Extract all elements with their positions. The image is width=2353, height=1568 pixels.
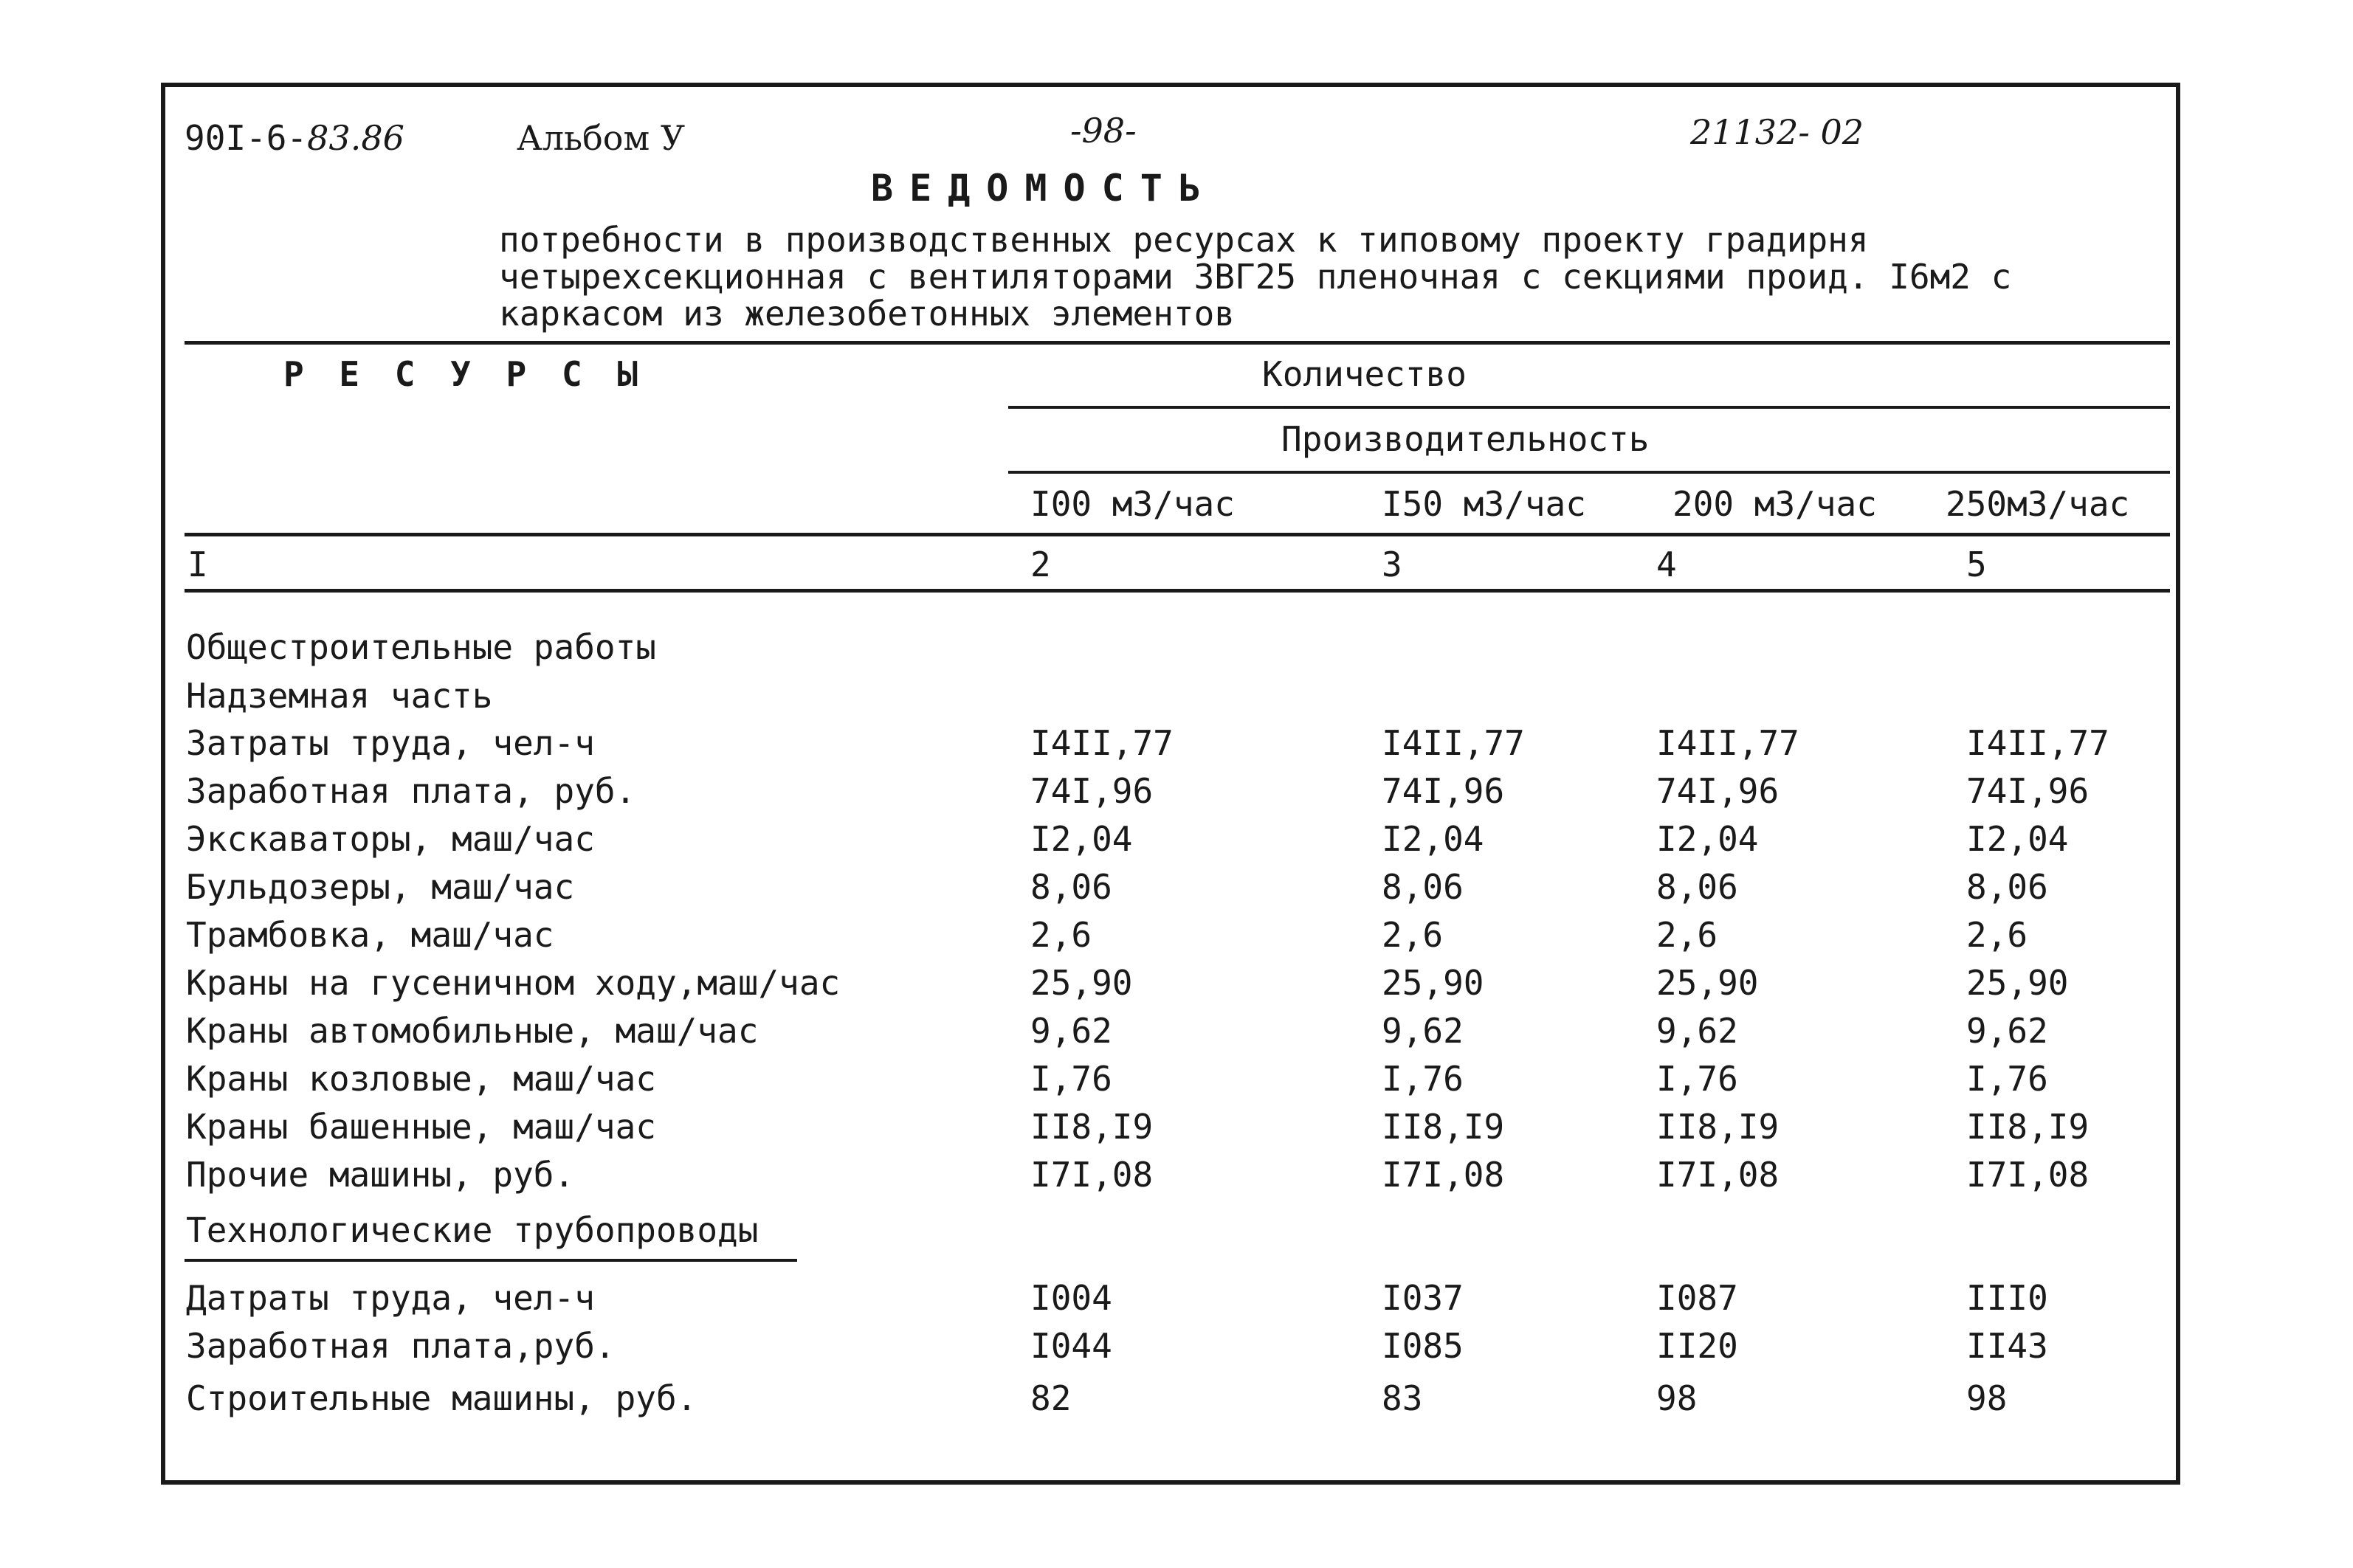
table-row-label: Заработная плата, руб. [186,771,636,811]
desc-line-2: четырехсекционная с вентиляторами 3ВГ25 пленочная с секциями проид. I6м2 с [499,257,2012,297]
table-cell: I2,04 [1656,819,1759,859]
table-cell: I,76 [1656,1059,1738,1099]
column-header-250: 250м3/час [1946,484,2130,524]
resources-header: Р Е С У Р С Ы [283,354,646,394]
table-cell: I087 [1656,1278,1738,1318]
table-cell: 8,06 [1030,867,1112,907]
table-cell: I7I,08 [1030,1155,1154,1195]
table-cell: 2,6 [1656,915,1718,955]
table-cell: 2,6 [1030,915,1092,955]
quantity-rule [1008,406,2170,409]
table-cell: II8,I9 [1030,1107,1154,1147]
table-cell: 9,62 [1382,1011,1464,1051]
table-row-label: Строительные машины, руб. [186,1378,697,1418]
table-cell: II8,I9 [1382,1107,1505,1147]
table-cell: I2,04 [1382,819,1484,859]
table-cell: III0 [1966,1278,2048,1318]
table-top-rule [185,341,2170,345]
table-cell: II8,I9 [1966,1107,2090,1147]
table-row-label: Общестроительные работы [186,627,656,667]
col-number-1: I [187,545,208,584]
table-cell: I004 [1030,1278,1112,1318]
table-cell: II8,I9 [1656,1107,1780,1147]
productivity-header: Производительность [1281,419,1650,459]
table-row-label: Краны башенные, маш/час [186,1107,656,1147]
table-cell: 98 [1656,1378,1698,1418]
col-number-4: 4 [1656,545,1677,584]
table-cell: 9,62 [1966,1011,2048,1051]
table-cell: I044 [1030,1326,1112,1366]
table-cell: 74I,96 [1656,771,1780,811]
album-label: Альбом У [517,118,686,158]
doc-code-handwritten: 83.86 [307,118,404,158]
table-cell: I4II,77 [1966,723,2109,763]
table-cell: 2,6 [1966,915,2028,955]
table-cell: 8,06 [1382,867,1464,907]
table-row-label: Экскаваторы, маш/час [186,819,595,859]
table-cell: 74I,96 [1030,771,1154,811]
section-underline [185,1259,797,1262]
table-cell: I7I,08 [1966,1155,2090,1195]
table-cell: 98 [1966,1378,2008,1418]
table-cell: 25,90 [1656,963,1759,1003]
table-cell: 25,90 [1966,963,2069,1003]
table-cell: 25,90 [1382,963,1484,1003]
table-cell: 82 [1030,1378,1072,1418]
col-number-5: 5 [1966,545,1987,584]
productivity-rule [1008,471,2170,474]
doc-code-prefix: 90I-6- [185,118,308,158]
table-cell: 8,06 [1656,867,1738,907]
table-cell: 9,62 [1030,1011,1112,1051]
page-title: ВЕДОМОСТЬ [871,167,1217,210]
desc-line-3: каркасом из железобетонных элементов [499,294,1235,334]
col-number-2: 2 [1030,545,1051,584]
table-cell: 74I,96 [1966,771,2090,811]
table-cell: I085 [1382,1326,1464,1366]
table-cell: II20 [1656,1326,1738,1366]
table-row-label: Краны козловые, маш/час [186,1059,656,1099]
desc-line-1: потребности в производственных ресурсах к типовому проекту градирня [499,220,1869,260]
column-header-150: I50 м3/час [1382,484,1586,524]
table-cell: I2,04 [1966,819,2069,859]
document-number: 21132- 02 [1690,112,1864,152]
table-cell: I4II,77 [1382,723,1525,763]
table-row-label: Надземная часть [186,676,493,716]
table-cell: I7I,08 [1656,1155,1780,1195]
table-row-label: Технологические трубопроводы [186,1210,759,1250]
table-cell: 2,6 [1382,915,1444,955]
table-row-label: Краны автомобильные, маш/час [186,1011,759,1051]
table-cell: I,76 [1030,1059,1112,1099]
table-row-label: Прочие машины, руб. [186,1155,575,1195]
table-row-label: Датраты труда, чел-ч [186,1278,595,1318]
column-header-100: I00 м3/час [1030,484,1235,524]
page-number: -98- [1070,111,1137,151]
table-cell: II43 [1966,1326,2048,1366]
table-cell: I2,04 [1030,819,1133,859]
table-row-label: Трамбовка, маш/час [186,915,554,955]
table-cell: I4II,77 [1656,723,1799,763]
table-cell: I,76 [1966,1059,2048,1099]
table-cell: I037 [1382,1278,1464,1318]
table-cell: 8,06 [1966,867,2048,907]
doc-code [185,118,404,158]
table-cell: I7I,08 [1382,1155,1505,1195]
table-cell: I4II,77 [1030,723,1174,763]
header-bottom-rule [185,533,2170,536]
table-cell: 83 [1382,1378,1423,1418]
table-cell: 74I,96 [1382,771,1505,811]
table-cell: 9,62 [1656,1011,1738,1051]
col-number-rule [185,589,2170,593]
table-row-label: Бульдозеры, маш/час [186,867,575,907]
table-row-label: Затраты труда, чел-ч [186,723,595,763]
col-number-3: 3 [1382,545,1402,584]
quantity-header: Количество [1262,354,1467,394]
table-row-label: Краны на гусеничном ходу,маш/час [186,963,841,1003]
table-cell: 25,90 [1030,963,1133,1003]
column-header-200: 200 м3/час [1672,484,1877,524]
table-row-label: Заработная плата,руб. [186,1326,616,1366]
table-cell: I,76 [1382,1059,1464,1099]
